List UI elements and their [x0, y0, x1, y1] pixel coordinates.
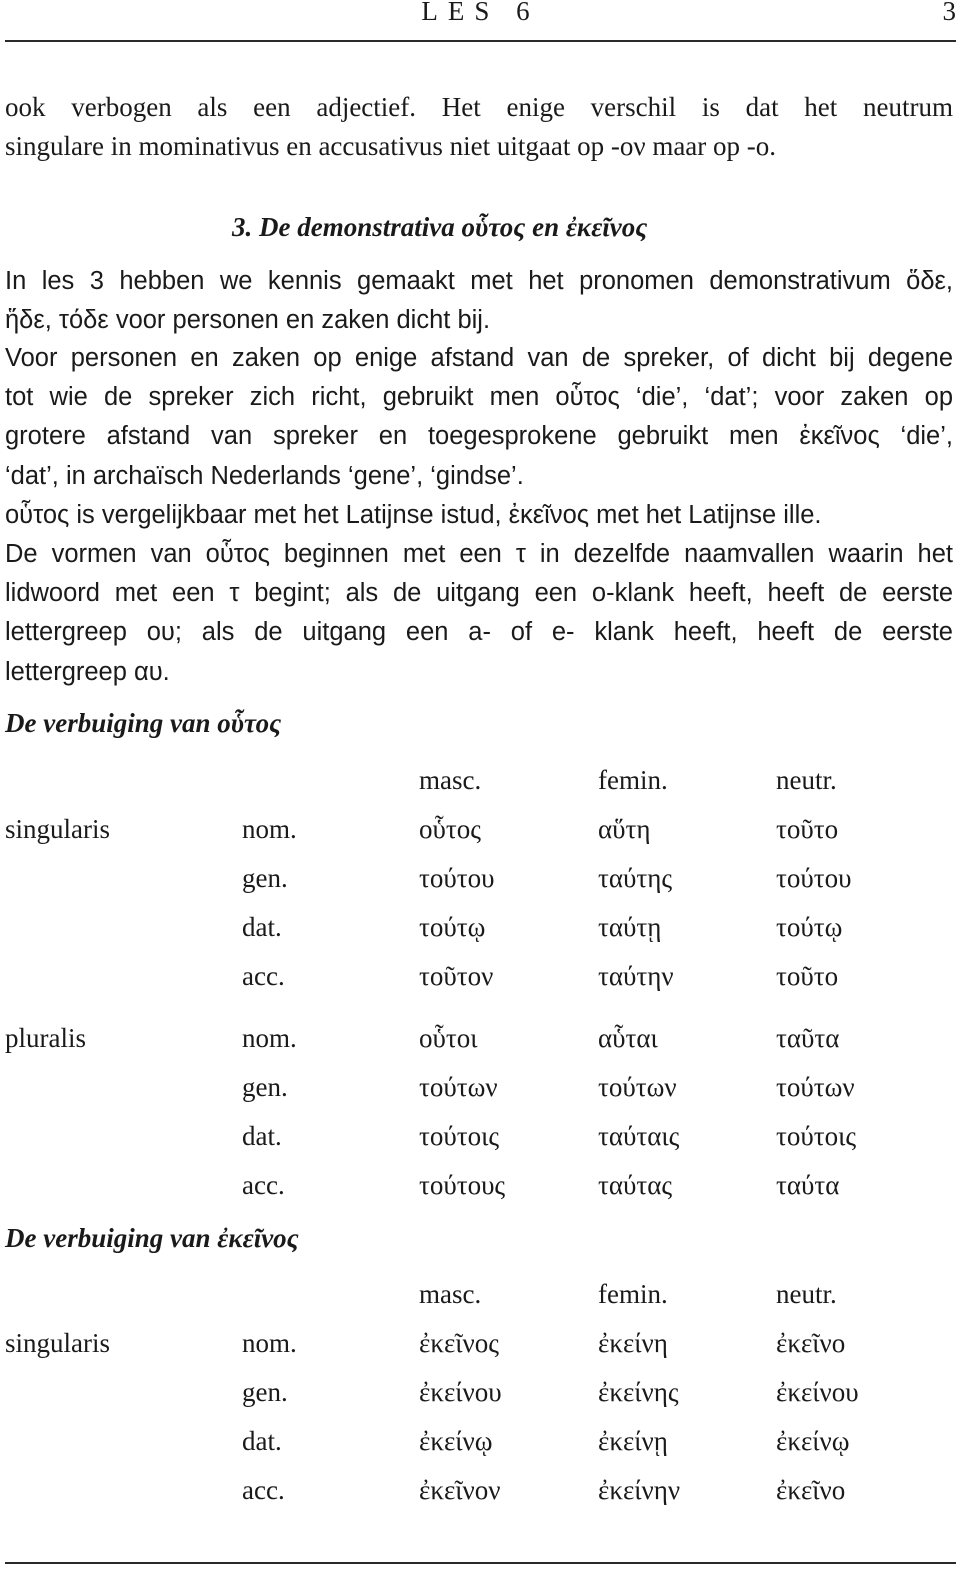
- table-row: [0, 811, 960, 847]
- page-header: [5, 0, 956, 42]
- text-line: In les 3 hebben we kennis gemaakt met het pronomen demonstrativum ὅδε,: [5, 267, 953, 295]
- case-label: dat.: [242, 1121, 282, 1151]
- form-cell: τούτου: [419, 863, 495, 893]
- text-line: ἥδε, τόδε voor personen en zaken dicht bij.: [5, 306, 491, 335]
- form-cell: ἐκείνης: [598, 1377, 679, 1407]
- case-label: dat.: [242, 1426, 282, 1456]
- table-row: [0, 1472, 960, 1508]
- section-heading: 3. De demonstrativa οὗτος en ἐκεῖνος: [232, 212, 648, 242]
- text-line: lidwoord met een τ begint; als de uitgang een o-klank heeft, heeft de eerste: [5, 579, 953, 608]
- text-line: lettergreep αυ.: [5, 657, 170, 686]
- form-cell: ἐκείνῳ: [419, 1426, 493, 1456]
- form-cell: τούτοις: [776, 1121, 857, 1151]
- column-header: neutr.: [776, 765, 837, 795]
- form-cell: τούτου: [776, 863, 852, 893]
- form-cell: ταύτας: [598, 1170, 673, 1200]
- intro-paragraph: [5, 88, 953, 166]
- form-cell: ἐκείνη: [598, 1328, 668, 1358]
- form-cell: ταῦτα: [776, 1023, 840, 1053]
- form-cell: ταύτῃ: [598, 912, 662, 942]
- form-cell: ἐκεῖνο: [776, 1328, 846, 1358]
- case-label: acc.: [242, 1170, 285, 1200]
- text-line: ‘dat’, in archaïsch Nederlands ‘gene’, ‘gindse’.: [5, 461, 524, 490]
- paragraph-demonstrativum: [5, 262, 953, 340]
- table-row: [0, 1374, 960, 1410]
- table-heading-ekeinos: De verbuiging van ἐκεῖνος: [5, 1223, 299, 1253]
- paragraph-usage: [5, 339, 953, 692]
- case-label: dat.: [242, 912, 282, 942]
- form-cell: οὗτος: [419, 814, 481, 844]
- column-header-row: [0, 762, 960, 798]
- text-line: οὗτος is vergelijkbaar met het Latijnse istud, ἐκεῖνος met het Latijnse ille.: [5, 500, 822, 529]
- case-label: gen.: [242, 1072, 288, 1102]
- case-label: nom.: [242, 814, 297, 844]
- number-label: singularis: [5, 1328, 110, 1358]
- form-cell: τούτῳ: [419, 912, 486, 942]
- form-cell: ἐκείνῳ: [776, 1426, 850, 1456]
- form-cell: αὕτη: [598, 814, 651, 844]
- column-header: femin.: [598, 765, 668, 795]
- form-cell: τούτων: [776, 1072, 855, 1102]
- form-cell: τοῦτο: [776, 814, 839, 844]
- form-cell: ταύτην: [598, 961, 674, 991]
- table-row: [0, 1069, 960, 1105]
- form-cell: οὗτοι: [419, 1023, 478, 1053]
- form-cell: ἐκείνου: [776, 1377, 859, 1407]
- column-header: femin.: [598, 1279, 668, 1309]
- table-row: [0, 1020, 960, 1056]
- form-cell: ἐκεῖνο: [776, 1475, 846, 1505]
- table-row: [0, 1118, 960, 1154]
- page-number: 3: [942, 0, 956, 26]
- column-header: neutr.: [776, 1279, 837, 1309]
- case-label: acc.: [242, 961, 285, 991]
- table-row: [0, 958, 960, 994]
- form-cell: ἐκείνην: [598, 1475, 681, 1505]
- table-row: [0, 1423, 960, 1459]
- form-cell: τούτων: [419, 1072, 498, 1102]
- table-row: [0, 1325, 960, 1361]
- form-cell: τοῦτον: [419, 961, 494, 991]
- table-row: [0, 860, 960, 896]
- form-cell: τούτους: [419, 1170, 506, 1200]
- case-label: nom.: [242, 1023, 297, 1053]
- table-heading-houtos: De verbuiging van οὗτος: [5, 708, 282, 738]
- form-cell: ταύτα: [776, 1170, 840, 1200]
- running-title: LES 6: [421, 0, 540, 26]
- case-label: gen.: [242, 1377, 288, 1407]
- form-cell: τούτῳ: [776, 912, 843, 942]
- form-cell: ἐκείνου: [419, 1377, 502, 1407]
- form-cell: τούτοις: [419, 1121, 500, 1151]
- table-row: [0, 1167, 960, 1203]
- form-cell: ταύταις: [598, 1121, 680, 1151]
- form-cell: ἐκεῖνος: [419, 1328, 499, 1358]
- number-label: singularis: [5, 814, 110, 844]
- text-line: tot wie de spreker zich richt, gebruikt men οὗτος ‘die’, ‘dat’; voor zaken op: [5, 383, 953, 412]
- text-line: De vormen van οὗτος beginnen met een τ in dezelfde naamvallen waarin het: [5, 539, 953, 568]
- column-header: masc.: [419, 765, 482, 795]
- number-label: pluralis: [5, 1023, 86, 1053]
- text-line: ook verbogen als een adjectief. Het enige verschil is dat het neutrum: [5, 92, 953, 122]
- column-header-row: [0, 1276, 960, 1312]
- text-line: Voor personen en zaken op enige afstand van de spreker, of dicht bij degene: [5, 344, 953, 372]
- form-cell: ἐκείνῃ: [598, 1426, 668, 1456]
- form-cell: τοῦτο: [776, 961, 839, 991]
- footer-rule: [5, 1562, 956, 1564]
- text-line: grotere afstand van spreker en toegesprokene gebruikt men ἐκεῖνος ‘die’,: [5, 422, 953, 451]
- case-label: gen.: [242, 863, 288, 893]
- column-header: masc.: [419, 1279, 482, 1309]
- table-row: [0, 909, 960, 945]
- case-label: nom.: [242, 1328, 297, 1358]
- form-cell: ἐκεῖνον: [419, 1475, 501, 1505]
- form-cell: τούτων: [598, 1072, 677, 1102]
- case-label: acc.: [242, 1475, 285, 1505]
- text-line: singulare in mominativus en accusativus niet uitgaat op -ον maar op -ο.: [5, 131, 777, 161]
- text-line: lettergreep ου; als de uitgang een a- of e- klank heeft, heeft de eerste: [5, 618, 953, 647]
- form-cell: ταύτης: [598, 863, 673, 893]
- form-cell: αὗται: [598, 1023, 658, 1053]
